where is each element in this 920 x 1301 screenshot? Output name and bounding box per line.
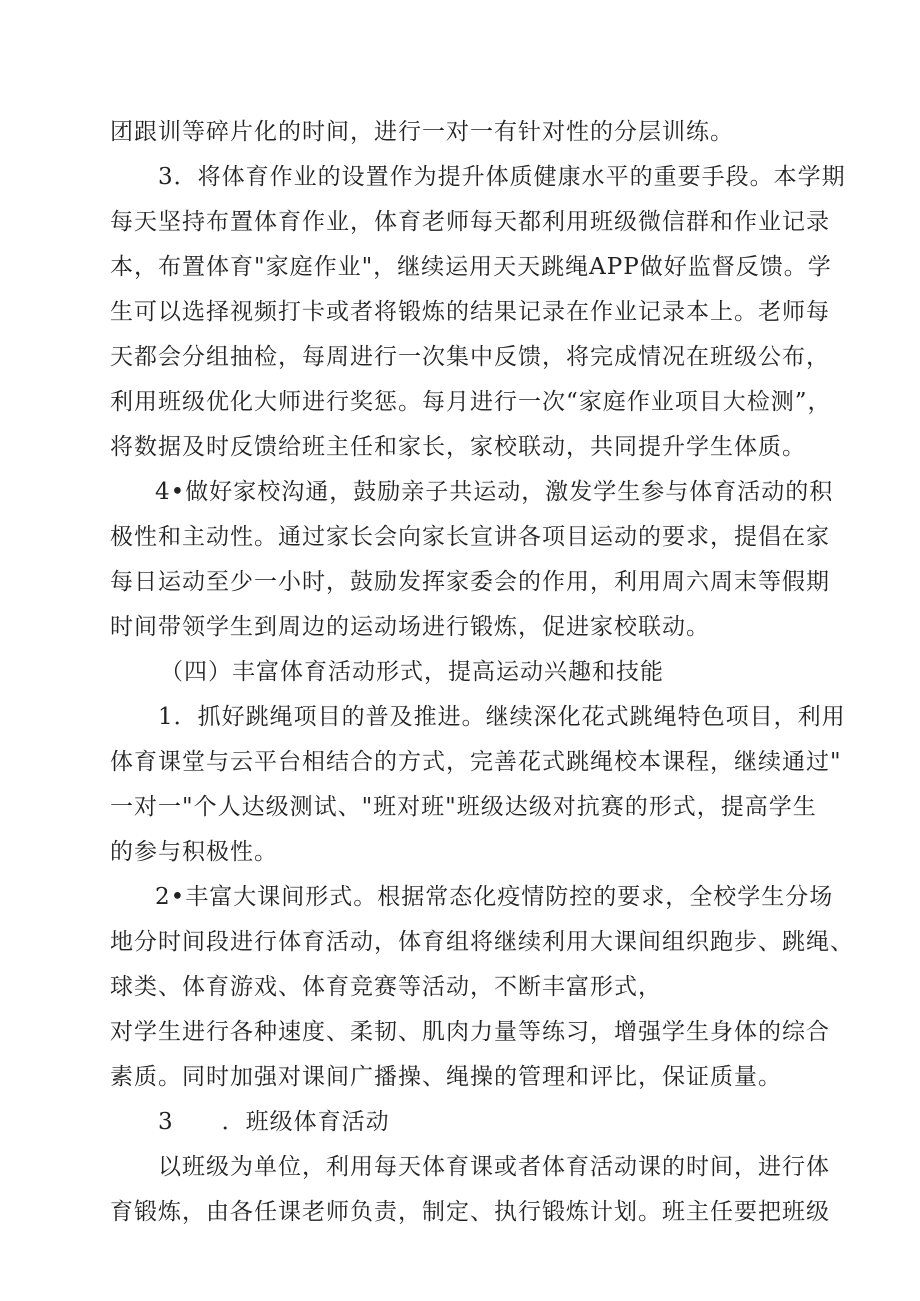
text-line: 本，布置体育"家庭作业"，继续运用天天跳绳APP做好监督反馈。学: [110, 254, 832, 280]
text-line: 时间带领学生到周边的运动场进行锻炼，促进家校联动。: [110, 614, 710, 640]
text-line: 对学生进行各种速度、柔韧、肌肉力量等练习，增强学生身体的综合: [110, 1019, 830, 1045]
text-line: 体育课堂与云平台相结合的方式，完善花式跳绳校本课程，继续通过": [110, 749, 842, 775]
text-line: 1．抓好跳绳项目的普及推进。继续深化花式跳绳特色项目，利用: [158, 704, 846, 730]
text-line: 的参与积极性。: [110, 839, 278, 865]
text-line: 4•做好家校沟通，鼓励亲子共运动，激发学生参与体育活动的积: [155, 479, 834, 505]
text-line: 天都会分组抽检，每周进行一次集中反馈，将完成情况在班级公布，: [110, 344, 830, 370]
text-line: 地分时间段进行体育活动，体育组将继续利用大课间组织跑步、跳绳、: [110, 929, 854, 955]
section-heading: （四）丰富体育活动形式，提高运动兴趣和技能: [160, 659, 664, 685]
text-line: 极性和主动性。通过家长会向家长宣讲各项目运动的要求，提倡在家: [110, 524, 830, 550]
text-line: 生可以选择视频打卡或者将锻炼的结果记录在作业记录本上。老师每: [110, 299, 830, 325]
text-line: 育锻炼，由各任课老师负责，制定、执行锻炼计划。班主任要把班级: [110, 1199, 830, 1225]
text-line: 以班级为单位，利用每天体育课或者体育活动课的时间，进行体: [158, 1154, 830, 1180]
text-line: 每天坚持布置体育作业，体育老师每天都利用班级微信群和作业记录: [110, 209, 830, 235]
text-line: 一对一"个人达级测试、"班对班"班级达级对抗赛的形式，提高学生: [110, 794, 817, 820]
text-line: 球类、体育游戏、体育竞赛等活动，不断丰富形式，: [110, 974, 662, 1000]
text-line: 3 ．班级体育活动: [158, 1109, 390, 1135]
text-line: 素质。同时加强对课间广播操、绳操的管理和评比，保证质量。: [110, 1064, 782, 1090]
text-line: 利用班级优化大师进行奖惩。每月进行一次“家庭作业项目大检测”，: [110, 389, 832, 415]
text-line: 每日运动至少一小时，鼓励发挥家委会的作用，利用周六周末等假期: [110, 569, 830, 595]
text-line: 2•丰富大课间形式。根据常态化疫情防控的要求，全校学生分场: [155, 884, 834, 910]
text-line: 3．将体育作业的设置作为提升体质健康水平的重要手段。本学期: [158, 164, 846, 190]
text-line: 将数据及时反馈给班主任和家长，家校联动，共同提升学生体质。: [110, 434, 806, 460]
text-line: 团跟训等碎片化的时间，进行一对一有针对性的分层训练。: [110, 119, 734, 145]
